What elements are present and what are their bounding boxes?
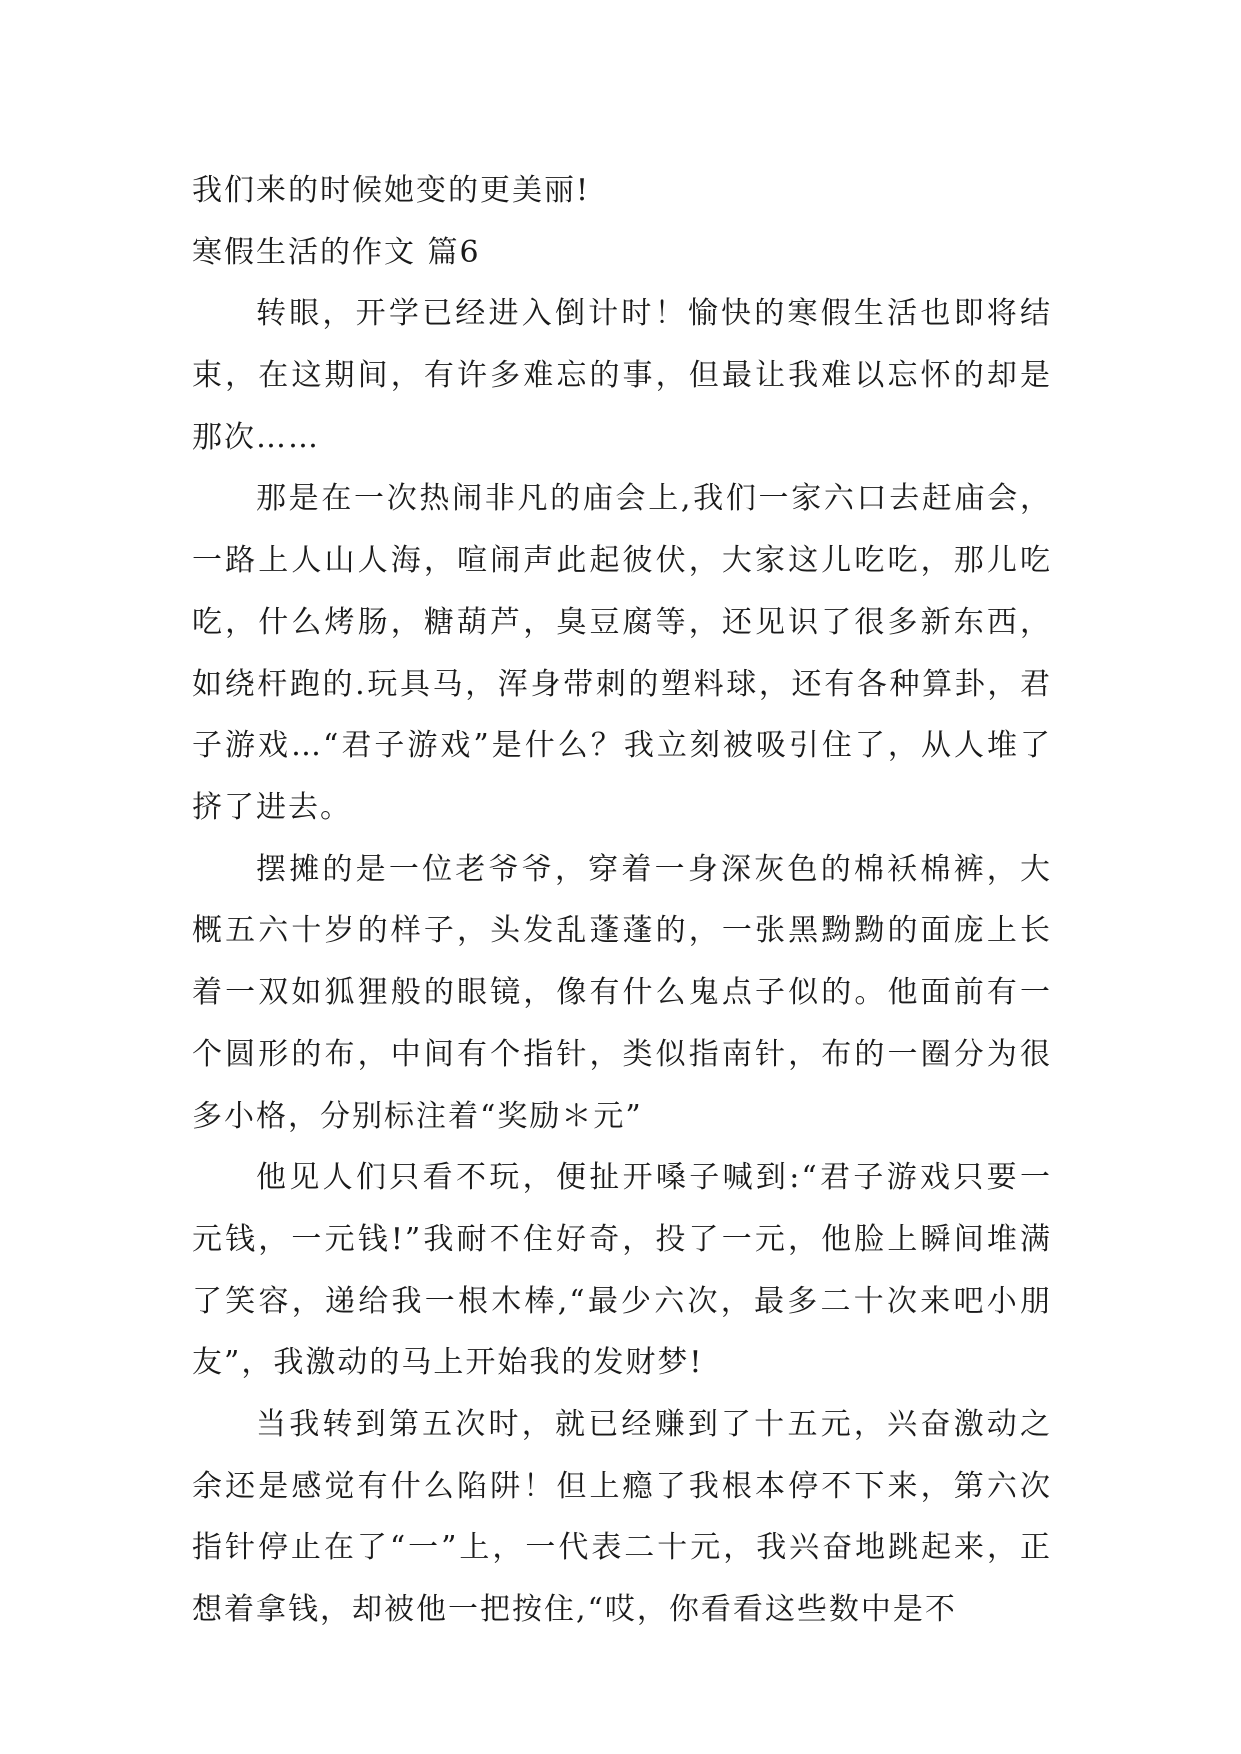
section-title: 寒假生活的作文 篇6	[192, 234, 481, 270]
paragraph-4: 他见人们只看不玩，便扯开嗓子喊到:“君子游戏只要一元钱，一元钱!”我耐不住好奇，投了一元，他脸上瞬间堆满了笑容，递给我一根木棒,“最少六次，最多二十次来吧小朋友”，我激动的马上开始我的发财梦!	[192, 1160, 1052, 1381]
paragraph-3: 摆摊的是一位老爷爷，穿着一身深灰色的棉袄棉裤，大概五六十岁的样子，头发乱蓬蓬的，一张黑黝黝的面庞上长着一双如狐狸般的眼镜，像有什么鬼点子似的。他面前有一个圆形的布，中间有个指针，类似指南针，布的一圈分为很多小格，分别标注着“奖励＊元”	[192, 851, 1052, 1134]
paragraph-1: 转眼，开学已经进入倒计时！愉快的寒假生活也即将结束，在这期间，有许多难忘的事，但最让我难以忘怀的却是那次……	[192, 296, 1052, 455]
paragraph-2: 那是在一次热闹非凡的庙会上,我们一家六口去赶庙会，一路上人山人海，喧闹声此起彼伏，大家这儿吃吃，那儿吃吃，什么烤肠，糖葫芦，臭豆腐等，还见识了很多新东西，如绕杆跑的.玩具马，浑身带刺的塑料球，还有各种算卦，君子游戏…“君子游戏”是什么？我立刻被吸引住了，从人堆了挤了进去。	[192, 481, 1052, 825]
document-body	[192, 160, 1052, 1641]
lead-line: 我们来的时候她变的更美丽!	[192, 173, 591, 208]
paragraph-5: 当我转到第五次时，就已经赚到了十五元，兴奋激动之余还是感觉有什么陷阱！但上瘾了我根本停不下来，第六次指针停止在了“一”上，一代表二十元，我兴奋地跳起来，正想着拿钱，却被他一把按住,“哎，你看看这些数中是不	[192, 1407, 1052, 1628]
